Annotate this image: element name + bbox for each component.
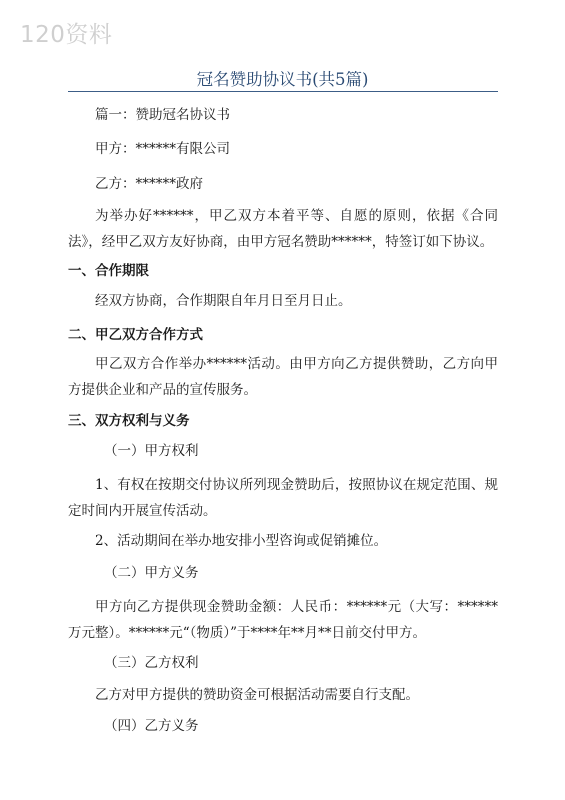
subheading-party-b-duties: （四）乙方义务	[104, 718, 199, 734]
cooperation-paragraph: 甲乙双方合作举办******活动。由甲方向乙方提供赞助，乙方向甲方提供企业和产品的宣传服务。	[68, 356, 498, 398]
title-divider	[68, 91, 498, 92]
chapter-heading: 篇一：赞助冠名协议书	[95, 107, 230, 123]
section-heading-cooperation: 二、甲乙双方合作方式	[68, 327, 203, 343]
party-a-right-2: 2、活动期间在举办地安排小型咨询或促销摊位。	[95, 533, 388, 549]
subheading-party-b-rights: （三）乙方权利	[104, 655, 199, 671]
subheading-party-a-duties: （二）甲方义务	[104, 565, 199, 581]
preamble-paragraph: 为举办好******，甲乙双方本着平等、自愿的原则，依据《合同法》，经甲乙双方友好协商，由甲方冠名赞助******，特签订如下协议。	[68, 208, 498, 250]
party-a-right-1: 1、有权在按期交付协议所列现金赞助后，按照协议在规定范围、规定时间内开展宣传活动。	[68, 477, 498, 519]
section-heading-term: 一、合作期限	[68, 263, 149, 279]
party-b-right-paragraph: 乙方对甲方提供的赞助资金可根据活动需要自行支配。	[95, 687, 419, 703]
watermark-logo: 120资料	[20, 22, 113, 48]
subheading-party-a-rights: （一）甲方权利	[104, 443, 199, 459]
section-heading-rights: 三、双方权利与义务	[68, 413, 190, 429]
document-title: 冠名赞助协议书(共5篇)	[196, 70, 369, 89]
party-a-duty-paragraph: 甲方向乙方提供现金赞助金额：人民币：******元（大写：******万元整）。******元“（物质）”于****年**月**日前交付甲方。	[68, 599, 498, 641]
party-a: 甲方：******有限公司	[95, 141, 230, 157]
party-b: 乙方：******政府	[95, 176, 203, 192]
term-paragraph: 经双方协商，合作期限自年月日至月日止。	[95, 293, 352, 309]
